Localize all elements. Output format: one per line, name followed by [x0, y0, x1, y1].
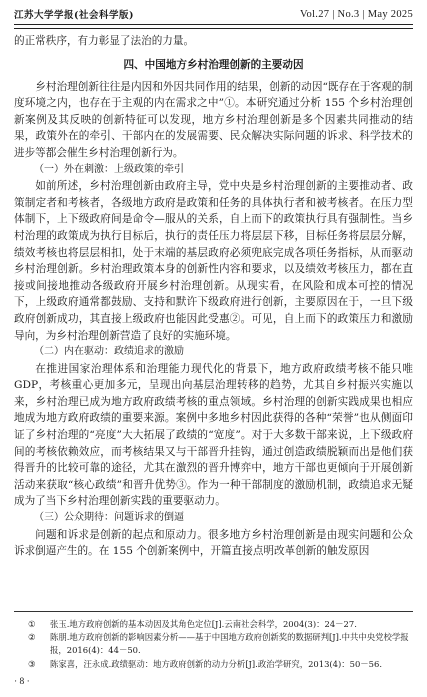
paragraph: 如前所述，乡村治理创新由政府主导，党中央是乡村治理创新的主要推动者、政策制定者和考核者，各级地方政府是政策和任务的具体执行者和被考核者。在压力型体制下，上下级政府间是命令—服从的关系，自上而下的政策执行具有强制性。当乡村治理的政策成为执行目标后，执行的责任压力将层层下移，目标任务将层层分解，绩效考核也将层层相扣，处于末端的基层政府必须兜底完成各项任务指标，从而驱动乡村治理创新。乡村治理政策本身的创新性内容和要求，以及绩效考核压力，都在直接或间接地推动各级政府开展乡村治理创新。从现实看，在风险和成本可控的情况下，上级政府通常都鼓励、支持和默许下级政府进行创新，主要原因在于，一旦下级政府创新成功，其直接上级政府也能因此受惠②。可见，自上而下的政策压力和激励导向，为乡村治理创新营造了良好的实施环境。: [14, 180, 413, 342]
footnote-text: 报，2016(4)：44－50.: [50, 645, 141, 656]
footnotes: [14, 611, 413, 671]
issue-info: Vol.27 | No.3 | May 2025: [299, 8, 413, 20]
footnote-text: 张玉.地方政府创新的基本动因及其角色定位[J].云南社会科学，2004(3)：24－27.: [50, 619, 357, 629]
footnote-1: [14, 618, 413, 631]
footnote-marker: ③: [28, 658, 36, 669]
header-rule: [14, 24, 413, 29]
page-number: · 8 ·: [14, 677, 30, 687]
article-body: [14, 33, 413, 560]
subheading-2: （二）内在驱动：政绩追求的激励: [34, 346, 184, 358]
footnote-3: [14, 658, 413, 671]
footnote-text: 陈朋.地方政府创新的影响因素分析——基于中国地方政府创新奖的数据研判[J].中共中央党校学报: [50, 632, 409, 643]
running-header: [14, 6, 413, 22]
footnote-2: [14, 631, 413, 644]
footnote-2-continued: [14, 644, 413, 657]
paragraph: 乡村治理创新往往是内因和外因共同作用的结果，创新的动因“既存在于客观的制度环境之内，也存在于主观的内在需求之中”①。本研究通过分析 155 个乡村治理创新案例及其反映的创新特征可以发现，地方乡村治理创新是多个因素共同推动的结果，政策外在的牵引、干部内在的发展需要、民众解决实际问题的诉求、科学技术的进步等都会催生乡村治理创新行为。: [14, 80, 413, 159]
footnote-text: 陈家喜，汪永成.政绩驱动：地方政府创新的动力分析[J].政治学研究，2013(4)：50－56.: [50, 658, 382, 669]
footnote-marker: ②: [28, 632, 36, 643]
subheading-1: （一）外在刺激：上级政策的牵引: [34, 163, 184, 175]
paragraph: 在推进国家治理体系和治理能力现代化的背景下，地方政府政绩考核不能只唯 GDP，考核重心更加多元，呈现出向基层治理转移的趋势，尤其自乡村振兴实施以来，乡村治理已成为地方政府政绩考核的重点领域。乡村治理的创新实践成果也相应地成为地方政府政绩的重要来源。案例中多地乡村因此获得的各种“荣誉”也从侧面印证了乡村治理的“亮度”大大拓展了政绩的“宽度”。对于大多数干部来说，上下级政府间的考核依赖效应，而考核结果又与干部晋升挂钩，通过创造政绩脱颖而出是他们获得晋升的比较可靠的途径，尤其在激烈的晋升博弈中，地方干部也更倾向于开展创新活动来获取“核心政绩”和晋升优势③。作为一种干部制度的激励机制，政绩追求无疑成为了当下乡村治理创新实践的重要驱动力。: [14, 362, 413, 508]
journal-title: 江苏大学学报(社会科学版): [14, 10, 134, 21]
section-title: 四、中国地方乡村治理创新的主要动因: [123, 58, 304, 71]
footnote-marker: ①: [28, 619, 36, 629]
subheading-3: （三）公众期待：问题诉求的倒逼: [34, 512, 184, 524]
paragraph: 问题和诉求是创新的起点和原动力。很多地方乡村治理创新是由现实问题和公众诉求倒逼产生的。在 155 个创新案例中，开篇直接点明改革创新的触发原因: [14, 528, 413, 558]
paragraph-continuation: 的正常秩序，有力彰显了法治的力量。: [14, 35, 195, 47]
